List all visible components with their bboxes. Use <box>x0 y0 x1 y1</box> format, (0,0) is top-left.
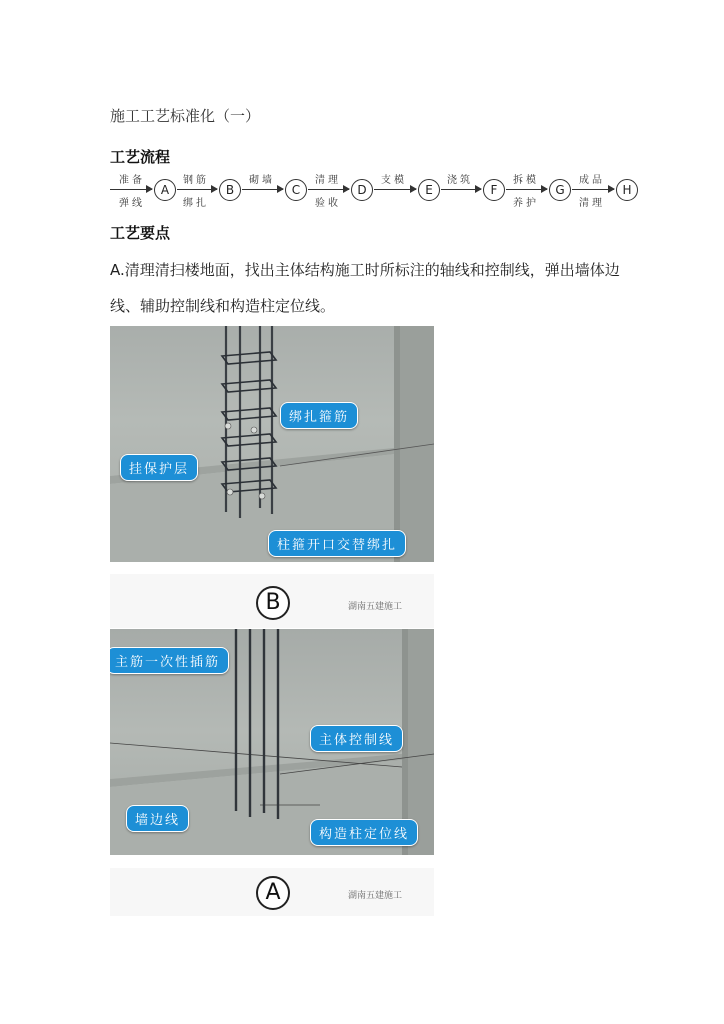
flow-label: 准备 <box>119 175 145 186</box>
flow-node-e: E <box>418 179 440 201</box>
callout-stirrup-alternate: 柱箍开口交替绑扎 <box>268 530 406 557</box>
flow-arrow <box>441 189 481 190</box>
flow-label: 钢筋 <box>183 175 209 186</box>
figure-letter-a: A <box>256 876 290 910</box>
figure-letter-b: B <box>256 586 290 620</box>
callout-tie-stirrups: 绑扎箍筋 <box>280 402 358 429</box>
flow-label: 拆模 <box>513 175 539 186</box>
photo-step-a <box>110 629 434 855</box>
flow-node-h: H <box>616 179 638 201</box>
flow-label: 浇筑 <box>447 175 473 186</box>
photo-step-b <box>110 326 434 562</box>
document-title: 施工工艺标准化（一） <box>110 107 261 125</box>
flow-label: 养护 <box>513 198 539 209</box>
flow-label: 清理 <box>579 198 605 209</box>
flow-arrow <box>242 189 283 190</box>
section-heading-key-points: 工艺要点 <box>110 224 171 242</box>
callout-hang-cover: 挂保护层 <box>120 454 198 481</box>
flow-node-b: B <box>219 179 241 201</box>
flow-label: 绑扎 <box>183 198 209 209</box>
flow-label: 支模 <box>381 175 407 186</box>
paragraph-step-a: A.清理清扫楼地面，找出主体结构施工时所标注的轴线和控制线，弹出墙体边线、辅助控制线和构造柱定位线。 <box>110 261 620 315</box>
flow-label: 弹线 <box>119 198 145 209</box>
flow-label: 验收 <box>315 198 341 209</box>
flow-node-a: A <box>154 179 176 201</box>
flow-label: 成品 <box>579 175 605 186</box>
flow-arrow <box>308 189 349 190</box>
watermark: 湖南五建施工 <box>348 602 403 612</box>
watermark: 湖南五建施工 <box>348 891 403 901</box>
figure-a-caption <box>110 868 434 916</box>
flow-label: 清理 <box>315 175 341 186</box>
process-flow <box>110 172 640 208</box>
flow-label: 砌墙 <box>249 175 275 186</box>
callout-column-position: 构造柱定位线 <box>310 819 418 846</box>
flow-arrow <box>374 189 416 190</box>
flow-arrow <box>177 189 217 190</box>
flow-node-g: G <box>549 179 571 201</box>
flow-arrow <box>506 189 547 190</box>
flow-node-f: F <box>483 179 505 201</box>
section-heading-flow: 工艺流程 <box>110 148 171 166</box>
callout-main-rebar: 主筋一次性插筋 <box>110 647 229 674</box>
flow-arrow <box>110 189 152 190</box>
callout-wall-edge: 墙边线 <box>126 805 189 832</box>
figure-b-caption <box>110 574 434 628</box>
flow-node-d: D <box>351 179 373 201</box>
flow-node-c: C <box>285 179 307 201</box>
flow-arrow <box>572 189 614 190</box>
callout-control-line: 主体控制线 <box>310 725 403 752</box>
